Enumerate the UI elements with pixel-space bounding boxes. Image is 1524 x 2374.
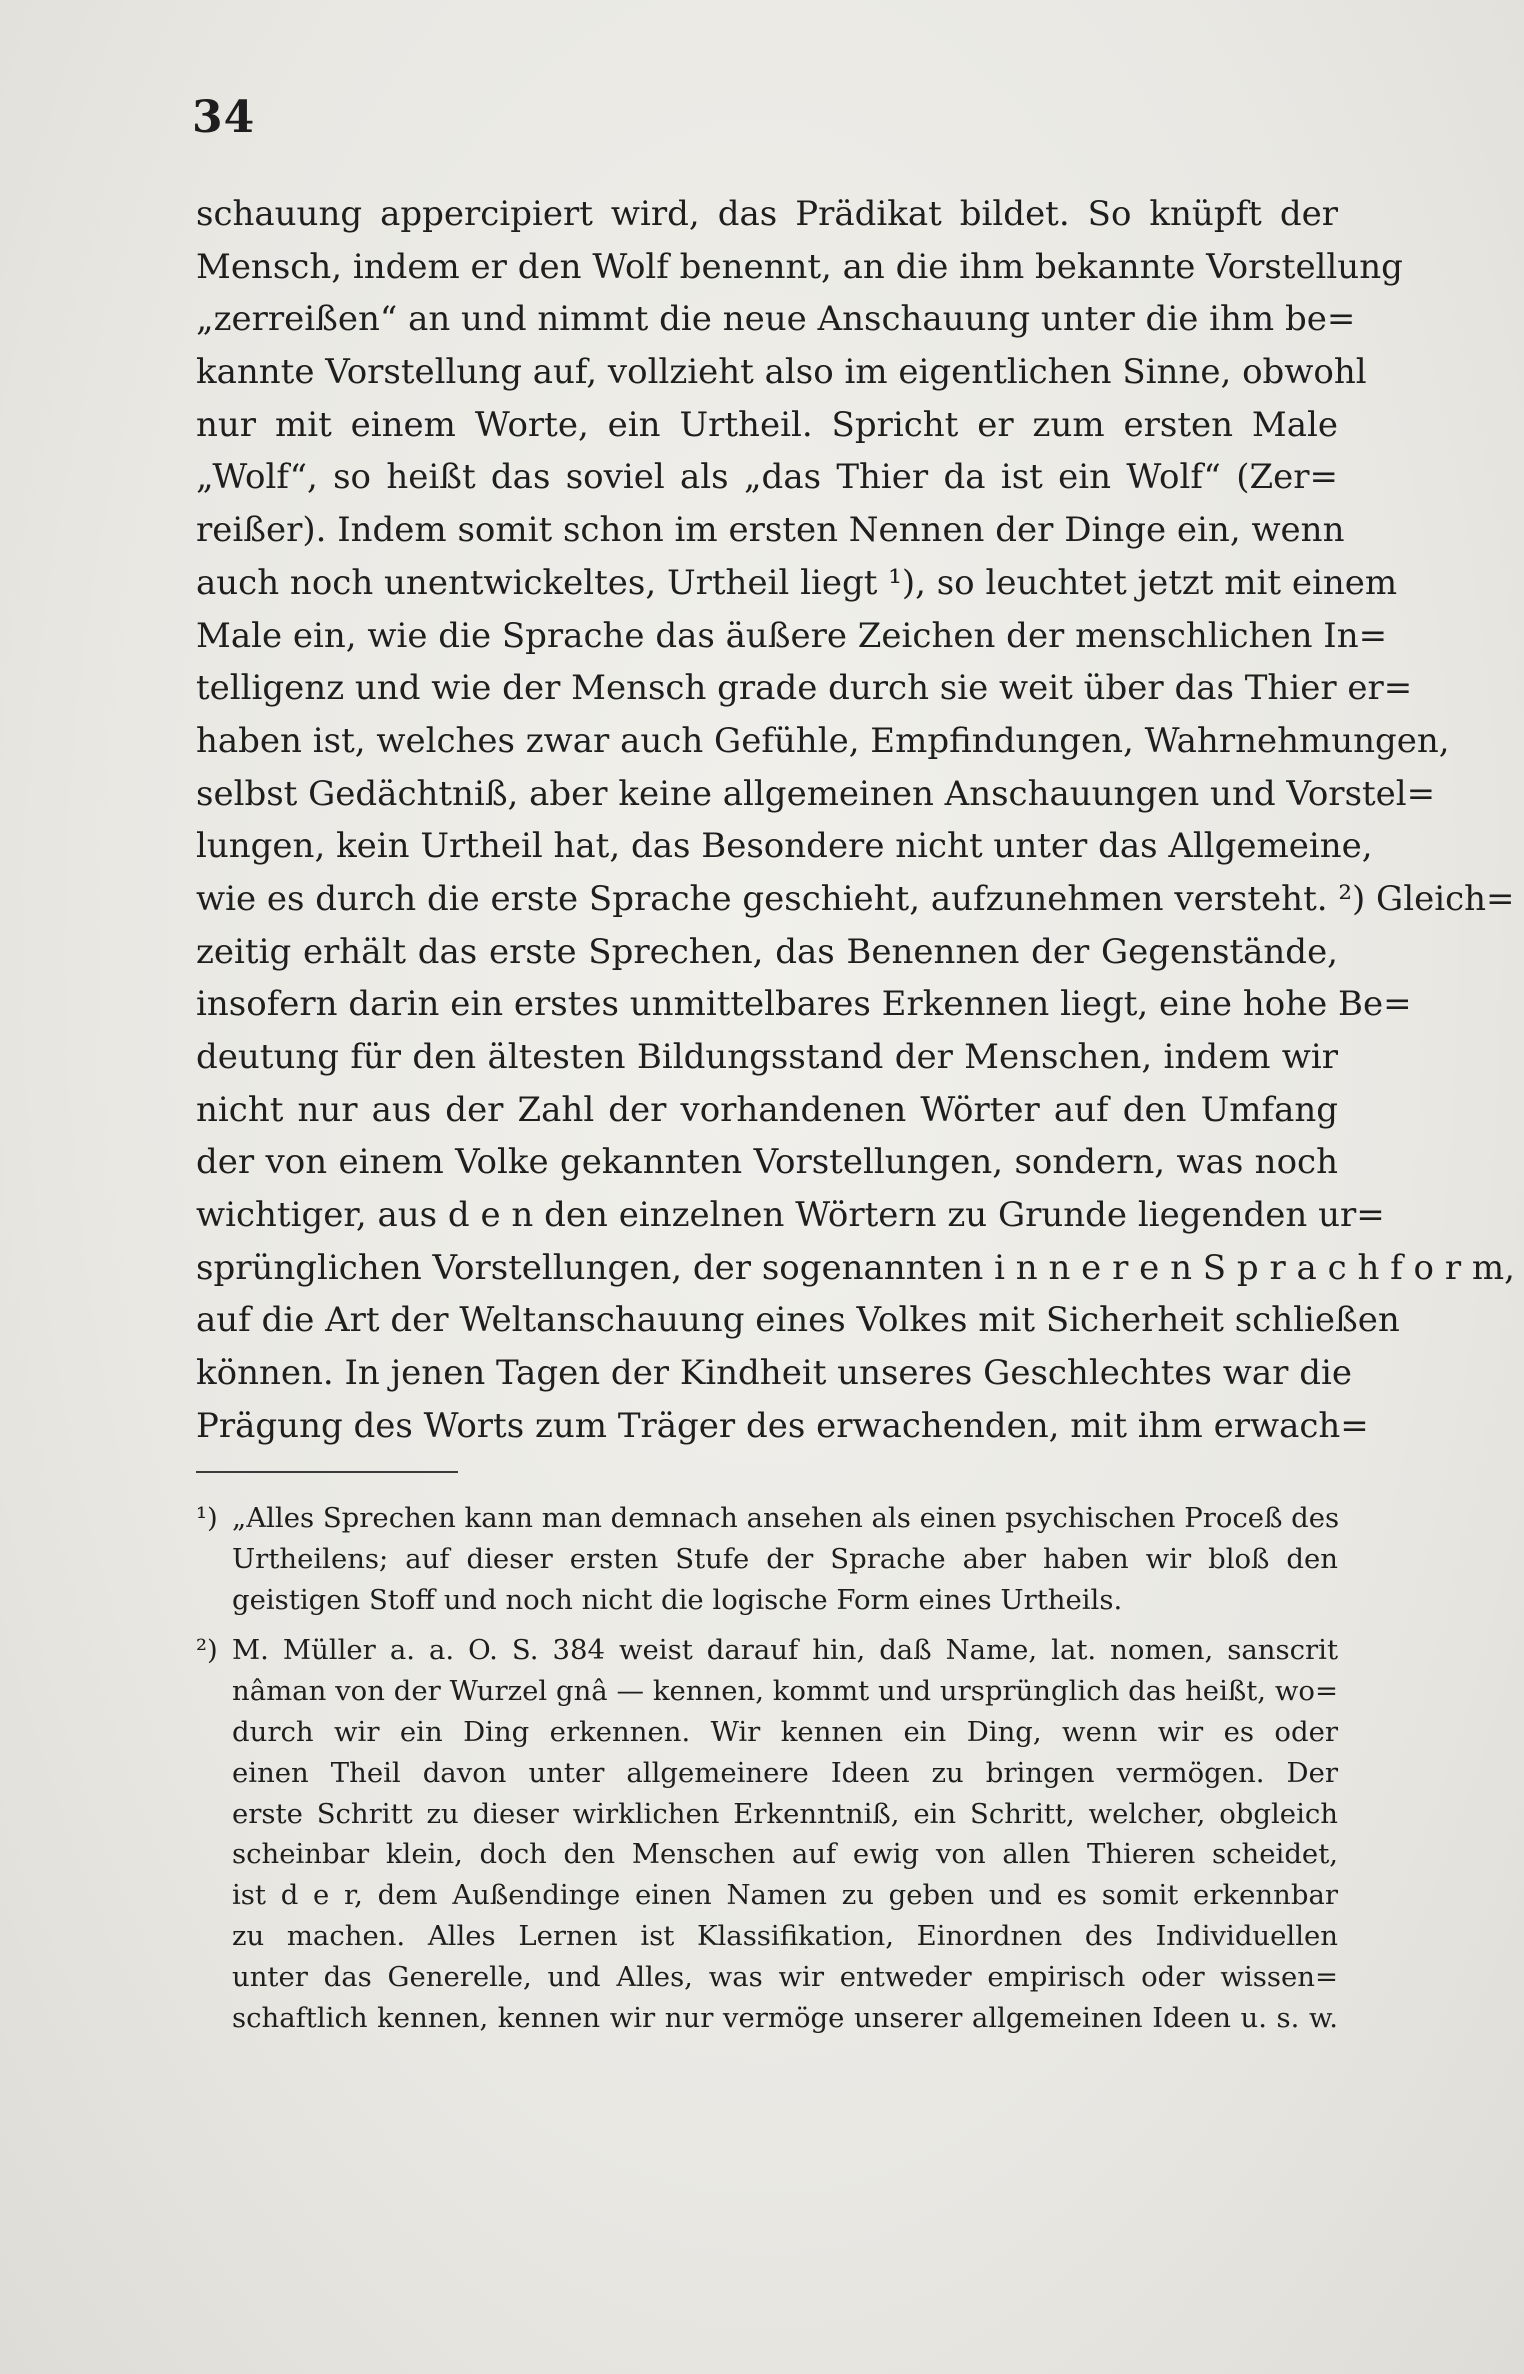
body-text	[196, 188, 1515, 1453]
footnote-line: zu machen. Alles Lernen ist Klassifikation, Einordnen des Individuellen	[232, 1919, 1338, 1952]
footnotes	[196, 1498, 1338, 2038]
body-line: lungen, kein Urtheil hat, das Besondere nicht unter das Allgemeine,	[196, 826, 1373, 867]
footnote-line: erste Schritt zu dieser wirklichen Erkenntniß, ein Schritt, welcher, obgleich	[232, 1797, 1338, 1830]
footnote-line: nâman von der Wurzel gnâ — kennen, kommt und ursprünglich das heißt, wo=	[232, 1675, 1338, 1708]
footnote-line: geistigen Stoff und noch nicht die logische Form eines Urtheils.	[232, 1583, 1123, 1616]
footnote-text: „Alles Sprechen kann man demnach ansehen als einen psychischen Proceß des	[232, 1502, 1340, 1534]
body-line: kannte Vorstellung auf, vollzieht also im eigentlichen Sinne, obwohl	[196, 352, 1367, 393]
body-line: telligenz und wie der Mensch grade durch sie weit über das Thier er=	[196, 668, 1413, 709]
body-line: auf die Art der Weltanschauung eines Volkes mit Sicherheit schließen	[196, 1300, 1400, 1341]
body-line: sprünglichen Vorstellungen, der sogenannten i n n e r e n S p r a c h f o r m,	[196, 1247, 1515, 1288]
footnote-marker: ¹)	[196, 1502, 218, 1534]
body-line: „zerreißen“ an und nimmt die neue Anschauung unter die ihm be=	[196, 299, 1356, 340]
body-line: schauung appercipiert wird, das Prädikat bildet. So knüpft der	[196, 194, 1338, 234]
body-line: nur mit einem Worte, ein Urtheil. Spricht er zum ersten Male	[196, 404, 1338, 445]
body-line: wichtiger, aus d e n den einzelnen Wörtern zu Grunde liegenden ur=	[196, 1195, 1385, 1236]
body-line: reißer). Indem somit schon im ersten Nennen der Dinge ein, wenn	[196, 510, 1345, 551]
body-line: Mensch, indem er den Wolf benennt, an die ihm bekannte Vorstellung	[196, 246, 1403, 287]
footnote-divider	[196, 1471, 458, 1473]
footnote-line: durch wir ein Ding erkennen. Wir kennen ein Ding, wenn wir es oder	[232, 1715, 1338, 1748]
body-line: nicht nur aus der Zahl der vorhandenen Wörter auf den Umfang	[196, 1089, 1338, 1130]
body-line: wie es durch die erste Sprache geschieht, aufzunehmen versteht. ²) Gleich=	[196, 878, 1515, 919]
footnote-line	[196, 1498, 1338, 1539]
footnote-marker: ²)	[196, 1634, 218, 1667]
body-line: zeitig erhält das erste Sprechen, das Benennen der Gegenstände,	[196, 931, 1338, 972]
footnote-line: ist d e r, dem Außendinge einen Namen zu geben und es somit erkennbar	[232, 1879, 1338, 1912]
footnote-line: einen Theil davon unter allgemeinere Ideen zu bringen vermögen. Der	[232, 1756, 1338, 1789]
footnote-2	[196, 1630, 1338, 2038]
body-line: haben ist, welches zwar auch Gefühle, Empfindungen, Wahrnehmungen,	[196, 720, 1450, 761]
body-line: auch noch unentwickeltes, Urtheil liegt ¹), so leuchtet jetzt mit einem	[196, 562, 1398, 603]
body-line: insofern darin ein erstes unmittelbares Erkennen liegt, eine hohe Be=	[196, 984, 1412, 1025]
body-line: Male ein, wie die Sprache das äußere Zeichen der menschlichen In=	[196, 615, 1388, 656]
body-line: der von einem Volke gekannten Vorstellungen, sondern, was noch	[196, 1142, 1338, 1183]
footnote-line	[196, 1630, 1338, 1671]
footnote-1	[196, 1498, 1338, 1620]
footnote-line: Urtheilens; auf dieser ersten Stufe der Sprache aber haben wir bloß den	[232, 1542, 1338, 1575]
body-line: „Wolf“, so heißt das soviel als „das Thier da ist ein Wolf“ (Zer=	[196, 457, 1338, 498]
page-number: 34	[192, 92, 256, 143]
body-line: deutung für den ältesten Bildungsstand der Menschen, indem wir	[196, 1037, 1338, 1077]
body-line: selbst Gedächtniß, aber keine allgemeinen Anschauungen und Vorstel=	[196, 773, 1436, 814]
body-line: Prägung des Worts zum Träger des erwachenden, mit ihm erwach=	[196, 1405, 1369, 1446]
body-line: können. In jenen Tagen der Kindheit unseres Geschlechtes war die	[196, 1353, 1352, 1394]
footnote-text: M. Müller a. a. O. S. 384 weist darauf hin, daß Name, lat. nomen, sanscrit	[232, 1634, 1338, 1667]
footnote-line: unter das Generelle, und Alles, was wir entweder empirisch oder wissen=	[232, 1960, 1338, 1993]
footnote-line: schaftlich kennen, kennen wir nur vermöge unserer allgemeinen Ideen u. s. w.	[232, 2001, 1338, 2034]
footnote-line: scheinbar klein, doch den Menschen auf ewig von allen Thieren scheidet,	[232, 1838, 1338, 1871]
